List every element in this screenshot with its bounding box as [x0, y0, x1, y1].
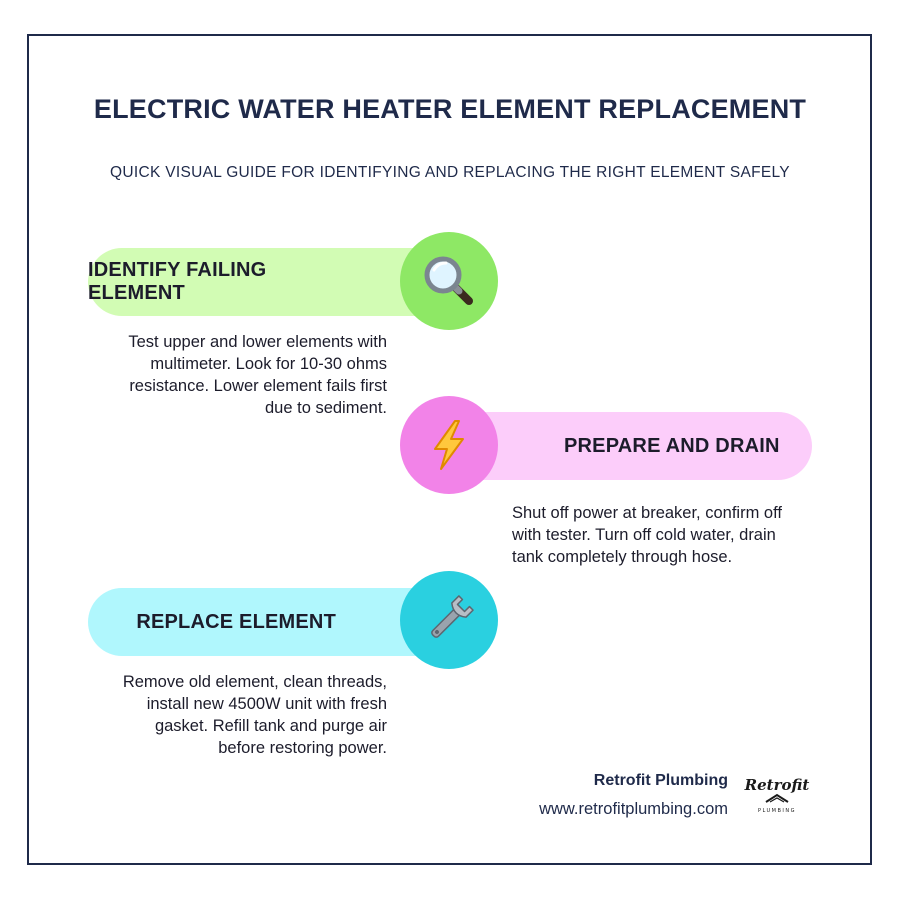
company-name: Retrofit Plumbing: [593, 772, 728, 789]
step-3-description: Remove old element, clean threads, install new 4500W unit with fresh gasket. Refill tank and purge air before restoring power.: [122, 673, 387, 757]
step-1-description: Test upper and lower elements with multimeter. Look for 10-30 ohms resistance. Lower element fails first due to sediment.: [128, 333, 387, 417]
step-3-label: REPLACE ELEMENT: [136, 610, 336, 633]
step-2-label: PREPARE AND DRAIN: [564, 434, 780, 457]
lightning-bolt-icon: [421, 417, 477, 473]
retrofit-logo: [744, 772, 810, 816]
step-1-badge: [400, 232, 498, 330]
step-2-description: Shut off power at breaker, confirm off with tester. Turn off cold water, drain tank completely through hose.: [512, 504, 782, 566]
page-title: ELECTRIC WATER HEATER ELEMENT REPLACEMENT: [93, 94, 807, 124]
step-1-label: IDENTIFY FAILING ELEMENT: [88, 259, 267, 304]
company-url[interactable]: www.retrofitplumbing.com: [539, 800, 728, 818]
step-2-badge: [400, 396, 498, 494]
step-2-pill: [450, 412, 812, 480]
svg-text:Retrofit: Retrofit: [744, 776, 810, 794]
wrench-icon: [421, 592, 477, 648]
step-1-pill: [88, 248, 448, 316]
step-3-badge: [400, 571, 498, 669]
step-3-pill: [88, 588, 448, 656]
svg-text:PLUMBING: PLUMBING: [757, 808, 797, 814]
page-subtitle: QUICK VISUAL GUIDE FOR IDENTIFYING AND REPLACING THE RIGHT ELEMENT SAFELY: [110, 164, 790, 181]
magnifying-glass-icon: [421, 253, 477, 309]
